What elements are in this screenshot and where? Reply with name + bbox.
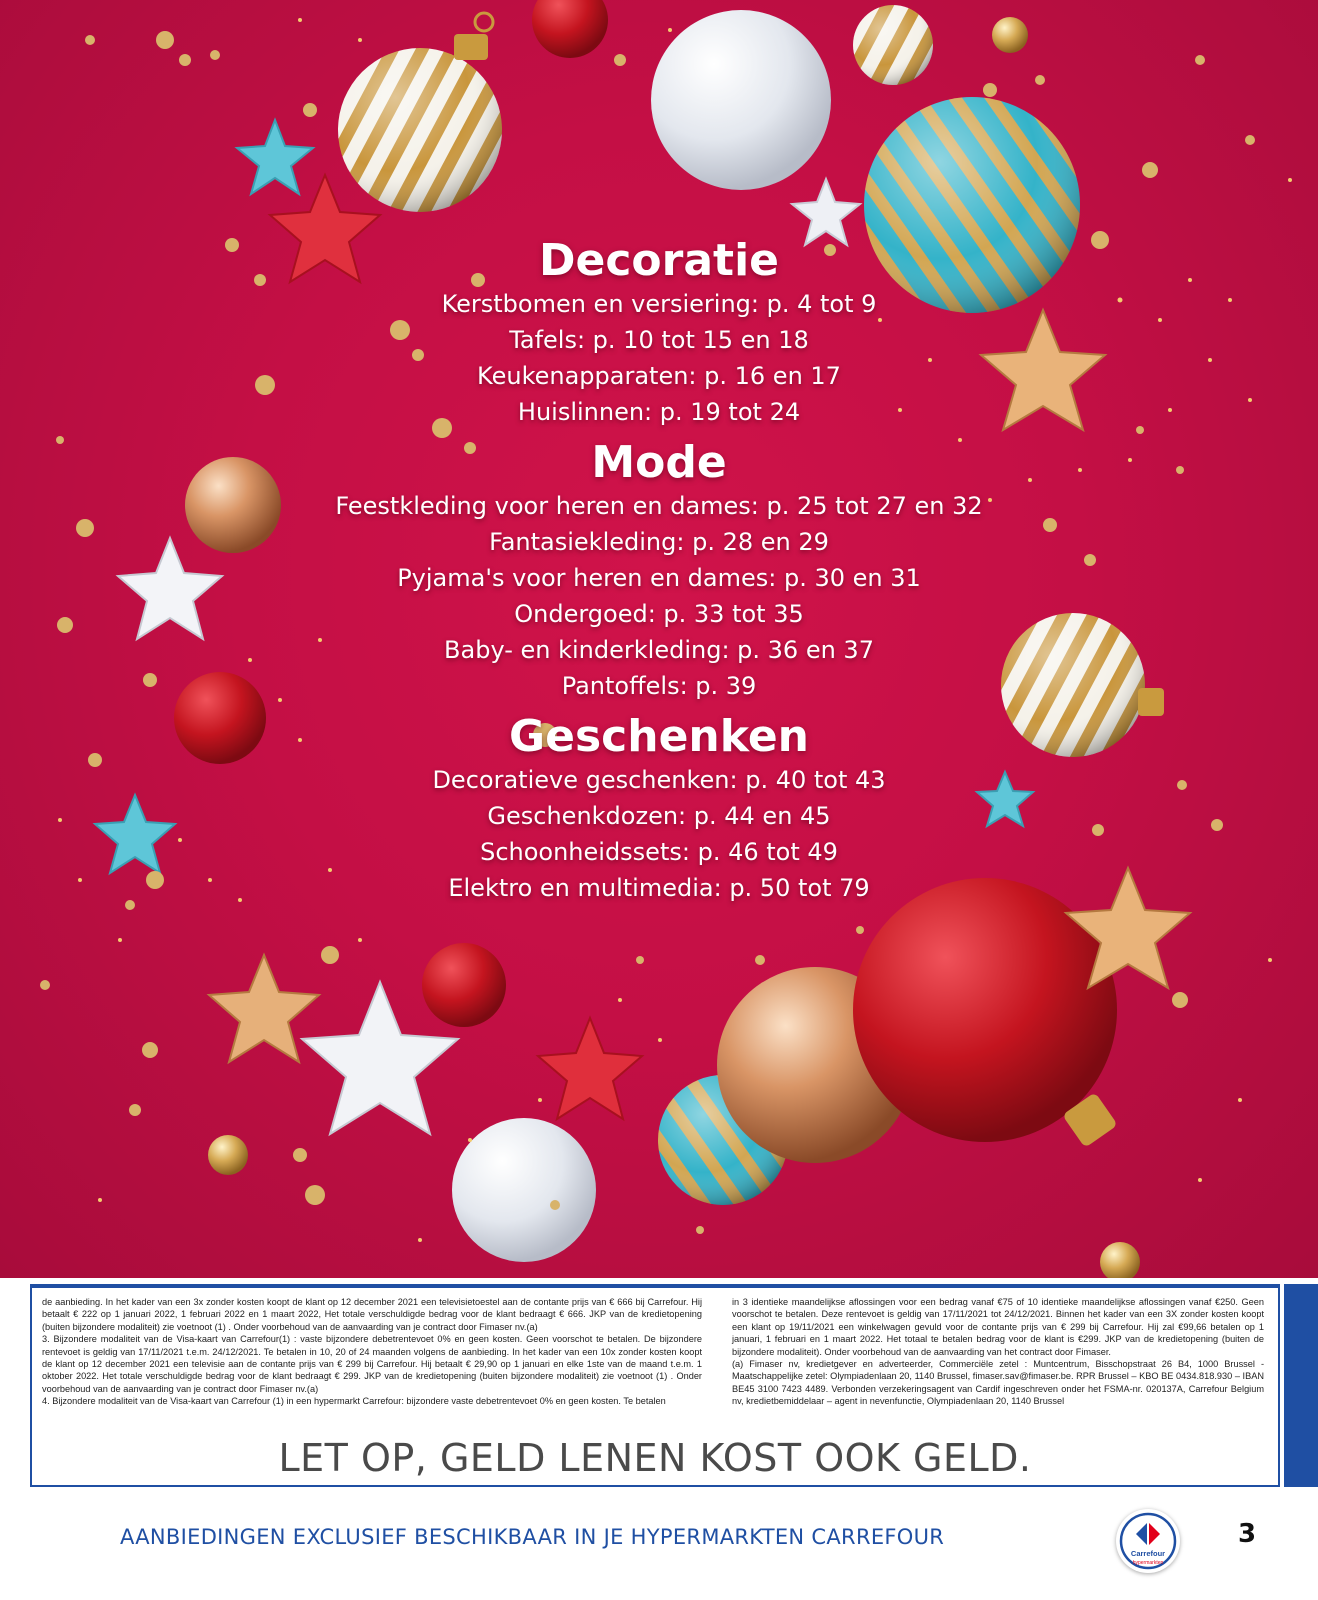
page-footer bbox=[0, 1487, 1318, 1600]
carrefour-logo[interactable] bbox=[1116, 1509, 1180, 1573]
toc-entry[interactable]: Elektro en multimedia: p. 50 tot 79 bbox=[448, 874, 870, 902]
table-of-contents bbox=[0, 236, 1318, 914]
toc-entry[interactable]: Ondergoed: p. 33 tot 35 bbox=[514, 600, 804, 628]
legal-column-right bbox=[732, 1296, 1264, 1408]
legal-paragraph: 3. Bijzondere modaliteit van de Visa-kaart van Carrefour(1) : vaste bijzondere debetrentevoet 0% en geen kosten. Geen voorschot te betalen. De bijzondere rentevoet is geldig van 17/11/2021 t.e.m. 24/12/2021. Te betalen in 10, 20 of 24 maanden volgens de aanbieding. In het kader van een 10x zonder kosten koopt de klant op 12 december 2021 een televisie aan de contante prijs van € 299 bij Carrefour. Hij betaalt € 29,90 op 1 januari en elke 1ste van de maand t.e.m. 1 oktober 2022. Het totale verschuldigde bedrag voor de klant bedraagt € 299. JKP van de kredietopening (buiten bijzondere modaliteit) zie voetnoot (1) . Onder voorbehoud van de aanvaarding van je contract door Fimaser nv.(a) bbox=[42, 1334, 702, 1394]
legal-paragraph: in 3 identieke maandelijkse aflossingen voor een bedrag vanaf €75 of 10 identieke maandelijkse aflossingen vanaf €250. Geen voorschot te betalen. Deze rentevoet is geldig van 17/11/2021 tot 24/12/2021. Binnen het kader van een 3X zonder kosten koopt een klant op 19/11/2021 een winkelwagen gevuld voor de contante prijs van € 299 bij Carrefour. Hij zal €99,66 betalen op 1 januari, 1 februari en 1 maart 2022. Het totaal te betalen bedrag voor de klant is €299. JKP van de kredietopening (buiten de bijzondere modaliteit). Onder voorbehoud van de aanvaarding van het contract door Fimaser. bbox=[732, 1297, 1264, 1357]
legal-paragraph: de aanbieding. In het kader van een 3x zonder kosten koopt de klant op 12 december 2021 een televisietoestel aan de contante prijs van € 666 bij Carrefour. Hij betaalt € 222 op 1 januari 2022, 1 februari 2022 en 1 maart 2022, Het totale verschuldigde bedrag voor de klant bedraagt € 666. JKP van de kredietopening (buiten bijzondere modaliteit) zie voetnoot (1) . Onder voorbehoud van de aanvaarding van je contract door Fimaser nv.(a) bbox=[42, 1297, 702, 1332]
section-heading: Decoratie bbox=[538, 235, 780, 286]
logo-subtext: hypermarkten bbox=[1132, 1560, 1164, 1566]
gold-bead-icon bbox=[992, 17, 1028, 53]
red-star-icon bbox=[538, 1018, 642, 1119]
toc-entry[interactable]: Tafels: p. 10 tot 15 en 18 bbox=[509, 326, 809, 354]
toc-section-geschenken bbox=[0, 712, 1318, 906]
white-bauble-icon bbox=[651, 10, 831, 190]
section-heading: Mode bbox=[591, 437, 727, 488]
toc-entry[interactable]: Geschenkdozen: p. 44 en 45 bbox=[487, 802, 831, 830]
toc-section-decoratie bbox=[0, 236, 1318, 430]
legal-paragraph: (a) Fimaser nv, kredietgever en adverteerder, Commerciële zetel : Muntcentrum, Bisschopstraat 26 B4, 1000 Brussel - Maatschappelijke zetel: Olympiadenlaan 20, 1140 Brussel, fimaser.sav@fimaser.be. RPR Brussel – KBO BE 0434.818.930 – IBAN BE45 3100 7423 4489. Verbonden verzekeringsagent van Cardif ingeschreven onder het FSMA-nr. 020137A, Carrefour Belgium nv, kredietbemiddelaar – agent in nevenfunctie, Olympiadenlaan 20, 1140 Brussel bbox=[732, 1359, 1264, 1407]
blue-side-bar bbox=[1284, 1284, 1318, 1487]
legal-column-left bbox=[42, 1296, 702, 1408]
gold-bead-icon bbox=[1100, 1242, 1140, 1278]
toc-entry[interactable]: Decoratieve geschenken: p. 40 tot 43 bbox=[432, 766, 886, 794]
legal-paragraph: 4. Bijzondere modaliteit van de Visa-kaart van Carrefour (1) in een hypermarkt Carrefour: bijzondere vaste debetrentevoet 0% en geen kosten. Te betalen bbox=[42, 1396, 666, 1407]
toc-entry[interactable]: Kerstbomen en versiering: p. 4 tot 9 bbox=[441, 290, 877, 318]
toc-entry[interactable]: Fantasiekleding: p. 28 en 29 bbox=[489, 528, 829, 556]
red-glitter-bauble-icon bbox=[532, 0, 608, 58]
footer-tagline: AANBIEDINGEN EXCLUSIEF BESCHIKBAAR IN JE HYPERMARKTEN CARREFOUR bbox=[120, 1525, 945, 1549]
toc-entry[interactable]: Pyjama's voor heren en dames: p. 30 en 31 bbox=[397, 564, 921, 592]
toc-entry[interactable]: Baby- en kinderkleding: p. 36 en 37 bbox=[444, 636, 874, 664]
carrefour-logo-icon bbox=[1116, 1509, 1180, 1573]
credit-warning: LET OP, GELD LENEN KOST OOK GELD. bbox=[278, 1436, 1032, 1480]
toc-section-mode bbox=[0, 438, 1318, 704]
logo-text: Carrefour bbox=[1130, 1549, 1166, 1558]
page-number: 3 bbox=[1238, 1519, 1257, 1549]
teal-star-icon bbox=[237, 120, 313, 194]
toc-entry[interactable]: Feestkleding voor heren en dames: p. 25 tot 27 en 32 bbox=[335, 492, 983, 520]
toc-entry[interactable]: Schoonheidssets: p. 46 tot 49 bbox=[480, 838, 838, 866]
gold-star-icon bbox=[209, 955, 319, 1062]
gold-bead-icon bbox=[208, 1135, 248, 1175]
small-striped-bauble-icon bbox=[853, 5, 933, 85]
toc-entry[interactable]: Pantoffels: p. 39 bbox=[561, 672, 757, 700]
section-heading: Geschenken bbox=[509, 711, 809, 762]
gold-striped-bauble-icon bbox=[338, 13, 502, 212]
red-glitter-bauble-icon bbox=[422, 943, 506, 1027]
legal-disclaimer-box bbox=[30, 1284, 1280, 1487]
toc-entry[interactable]: Keukenapparaten: p. 16 en 17 bbox=[477, 362, 841, 390]
toc-entry[interactable]: Huislinnen: p. 19 tot 24 bbox=[517, 398, 801, 426]
white-bauble-icon bbox=[452, 1118, 596, 1262]
